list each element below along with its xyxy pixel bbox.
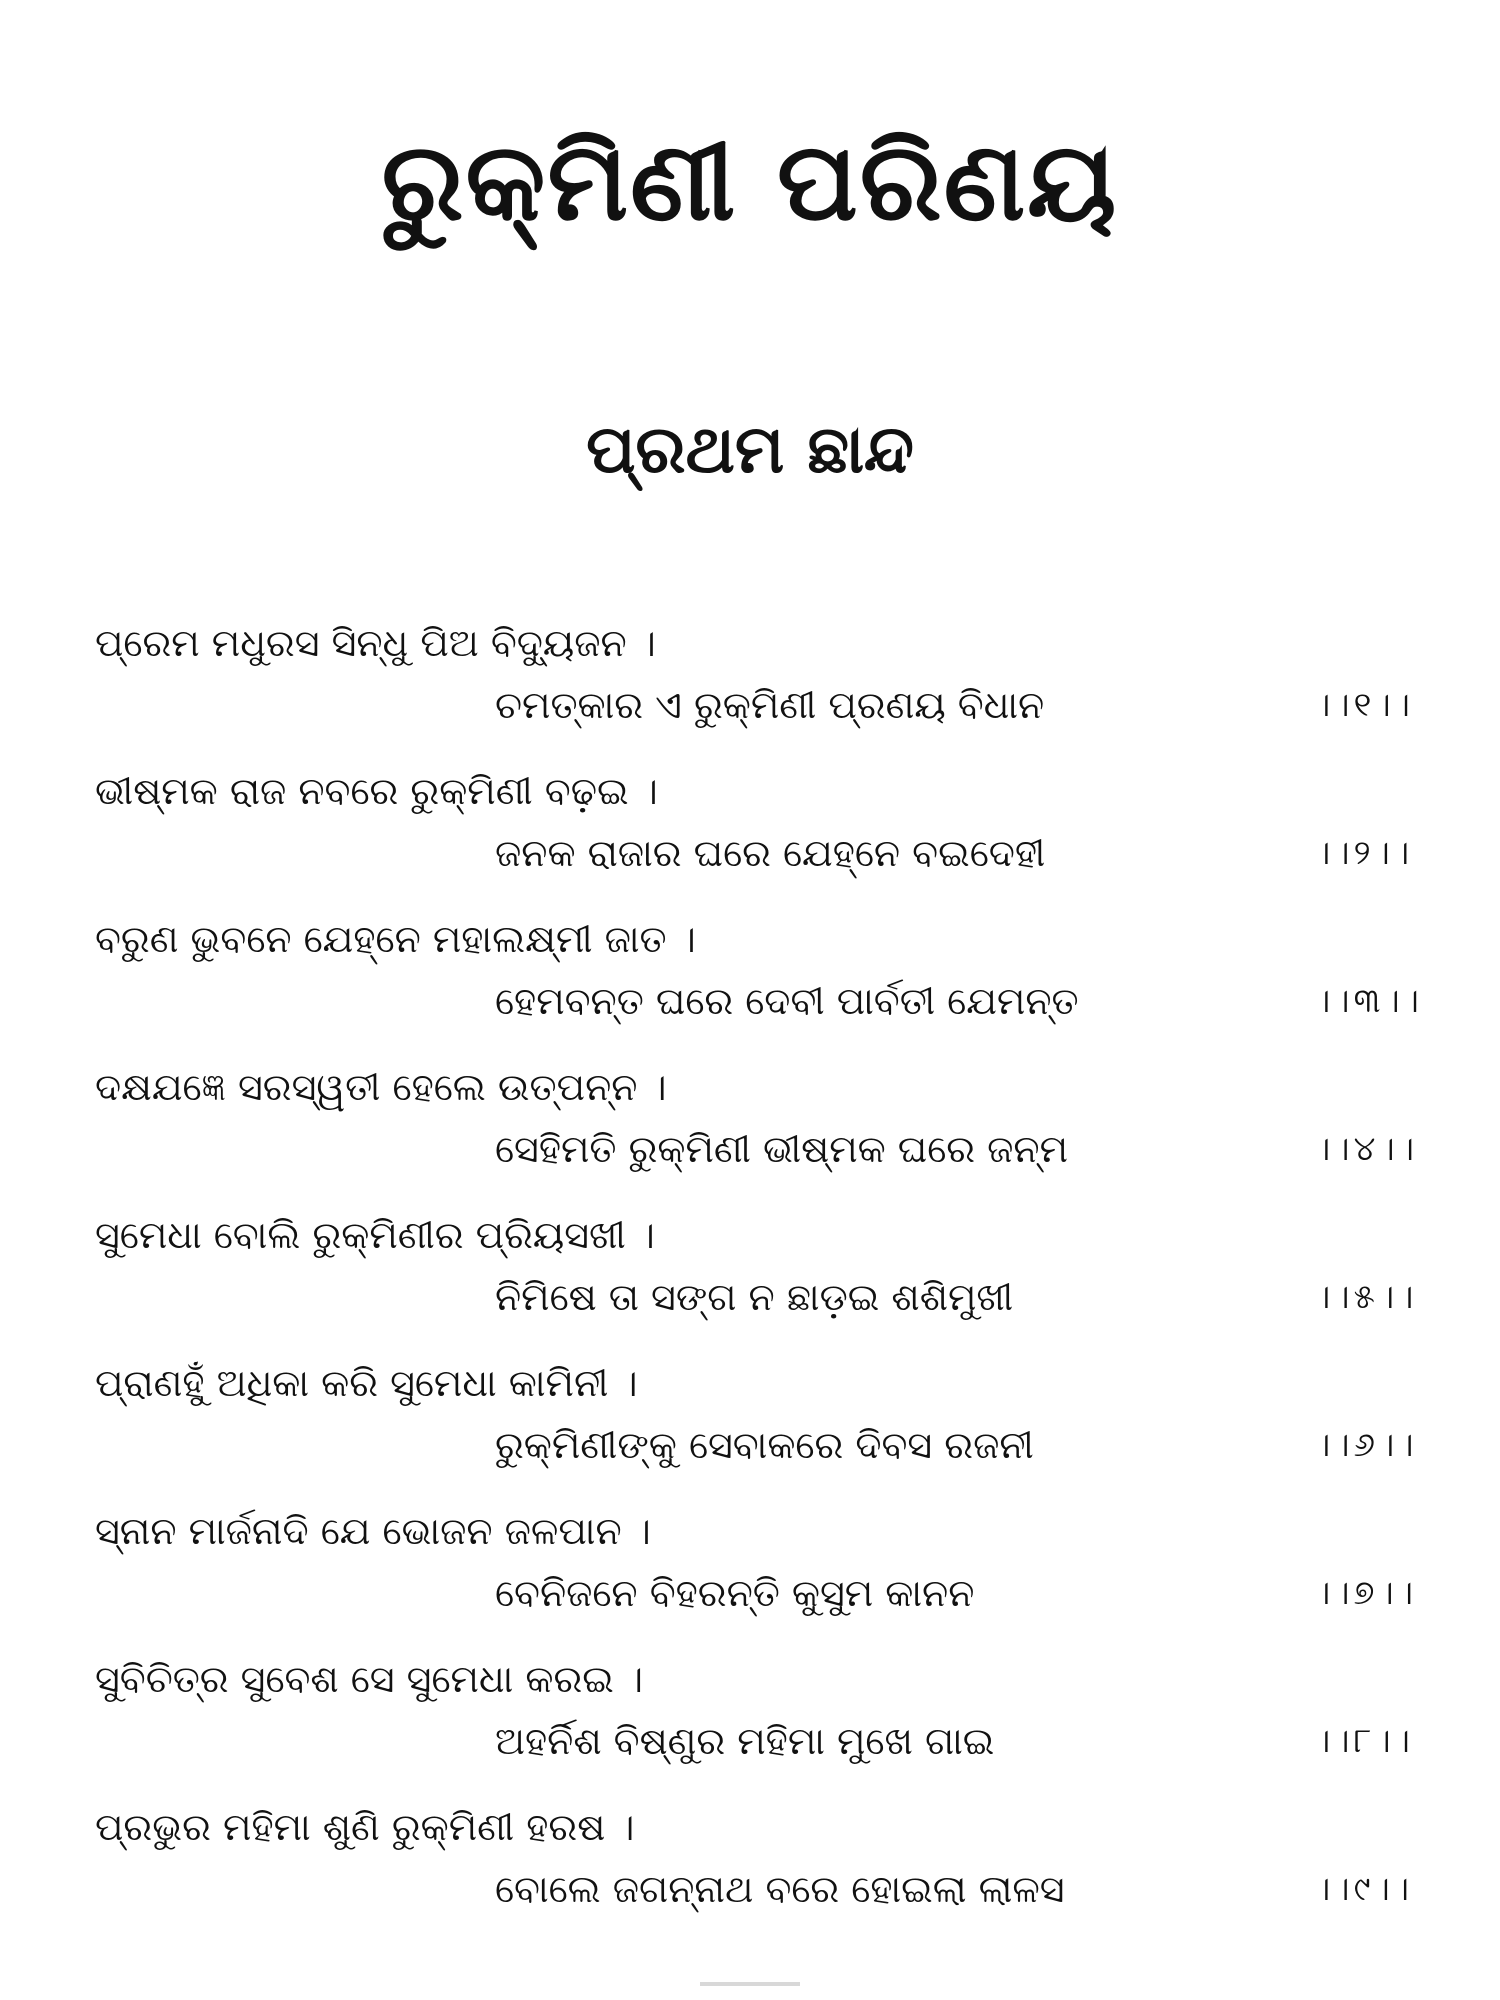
verse-5: [0, 1207, 1500, 1355]
verse-line-2: ଚମତ୍କାର ଏ ରୁକ୍ମିଣୀ ପ୍ରଣୟ ବିଧାନ: [495, 683, 1045, 727]
page-title: ରୁକ୍ମିଣୀ ପରିଣୟ: [381, 120, 1119, 245]
verse-7: [0, 1503, 1500, 1651]
verse-line-1: ଦକ୍ଷଯଜ୍ଞେ ସରସ୍ୱତୀ ହେଲେ ଉତ୍ପନ୍ନ ।: [95, 1065, 667, 1109]
verse-line-1: ସୁମେଧା ବୋଲି ରୁକ୍ମିଣୀର ପ୍ରିୟସଖୀ ।: [95, 1213, 655, 1257]
verse-number: ।।୫।।: [1315, 1277, 1418, 1317]
page-bottom-mark: [700, 1982, 800, 1986]
verse-line-2: ନିମିଷେ ତା ସଙ୍ଗ ନ ଛାଡ଼ଇ ଶଶିମୁଖୀ: [495, 1275, 1014, 1319]
verse-number: ।।୩।।: [1315, 981, 1423, 1021]
verse-line-1: ପ୍ରଭୁର ମହିମା ଶୁଣି ରୁକ୍ମିଣୀ ହରଷ ।: [95, 1805, 635, 1849]
verse-line-2: ହେମବନ୍ତ ଘରେ ଦେବୀ ପାର୍ବତୀ ଯେମନ୍ତ: [495, 979, 1079, 1023]
verse-line-2: ଜନକ ରାଜାର ଘରେ ଯେହ୍ନେ ବଇଦେହୀ: [495, 831, 1046, 875]
verse-line-2: ସେହିମତି ରୁକ୍ମିଣୀ ଭୀଷ୍ମକ ଘରେ ଜନ୍ମ: [495, 1127, 1069, 1171]
verse-number: ।।୬।।: [1315, 1425, 1418, 1465]
verse-number: ।।୨।।: [1315, 833, 1414, 873]
chapter-heading: ପ୍ରଥମ ଛାନ୍ଦ: [586, 411, 914, 488]
verse-3: [0, 911, 1500, 1059]
verse-list: [0, 615, 1500, 1947]
verse-6: [0, 1355, 1500, 1503]
verse-line-1: ସ୍ନାନ ମାର୍ଜନାଦି ଯେ ଭୋଜନ ଜଳପାନ ।: [95, 1509, 651, 1553]
verse-line-2: ରୁକ୍ମିଣୀଙ୍କୁ ସେବାକରେ ଦିବସ ରଜନୀ: [495, 1423, 1034, 1467]
verse-line-2: ବୋଲେ ଜଗନ୍ନାଥ ବରେ ହୋଇଲା ଲାଳସ: [495, 1867, 1065, 1911]
verse-number: ।।୯।।: [1315, 1869, 1414, 1909]
verse-line-1: ଭୀଷ୍ମକ ରାଜ ନବରେ ରୁକ୍ମିଣୀ ବଢ଼ଇ ।: [95, 769, 658, 813]
verse-number: ।।୧।।: [1315, 685, 1414, 725]
verse-1: [0, 615, 1500, 763]
verse-9: [0, 1799, 1500, 1947]
verse-number: ।।୭।।: [1315, 1573, 1418, 1613]
verse-line-2: ଅହର୍ନିଶ ବିଷ୍ଣୁର ମହିମା ମୁଖେ ଗାଇ: [495, 1719, 995, 1763]
verse-number: ।।୮।।: [1315, 1721, 1414, 1761]
verse-line-1: ସୁବିଚିତ୍ର ସୁବେଶ ସେ ସୁମେଧା କରଇ ।: [95, 1657, 644, 1701]
verse-line-1: ବରୁଣ ଭୁବନେ ଯେହ୍ନେ ମହାଲକ୍ଷ୍ମୀ ଜାତ ।: [95, 917, 696, 961]
verse-8: [0, 1651, 1500, 1799]
verse-line-2: ବେନିଜନେ ବିହରନ୍ତି କୁସୁମ କାନନ: [495, 1571, 975, 1615]
verse-number: ।।୪।।: [1315, 1129, 1418, 1169]
verse-line-1: ପ୍ରେମ ମଧୁରସ ସିନ୍ଧୁ ପିଅ ବିଦ୍ୟୁଜନ ।: [95, 621, 656, 665]
verse-2: [0, 763, 1500, 911]
verse-4: [0, 1059, 1500, 1207]
verse-line-1: ପ୍ରାଣହୁଁ ଅଧିକା କରି ସୁମେଧା କାମିନୀ ।: [95, 1361, 638, 1405]
